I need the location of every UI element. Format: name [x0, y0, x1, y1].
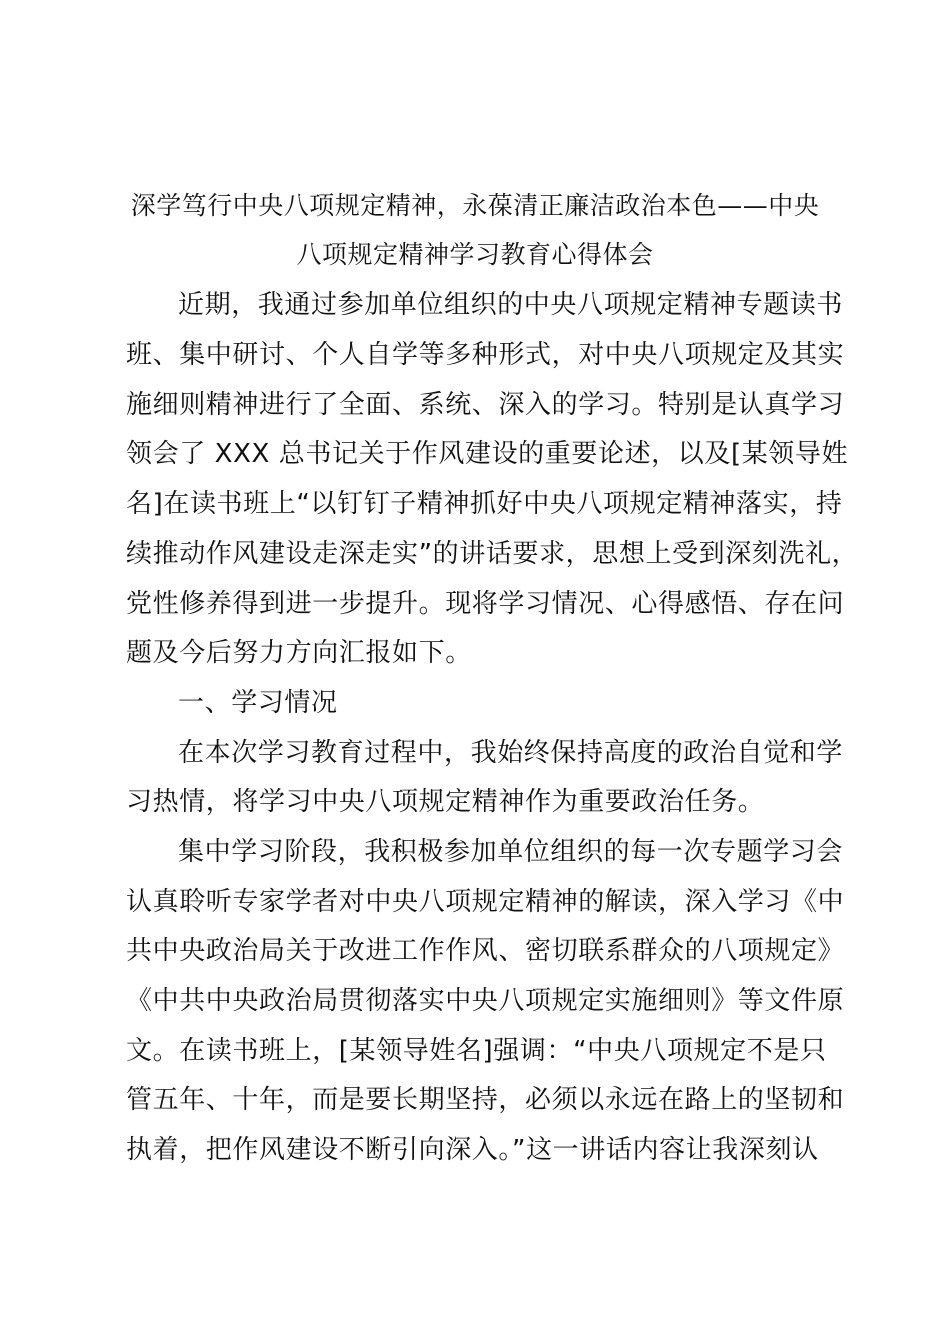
paragraph-line: 习热情，将学习中央八项规定精神作为重要政治任务。: [126, 787, 765, 817]
paragraph-line: 班、集中研讨、个人自学等多种形式，对中央八项规定及其实: [126, 340, 845, 370]
paragraph-line: 集中学习阶段，我积极参加单位组织的每一次专题学习会: [178, 837, 844, 867]
paragraph-line: 党性修养得到进一步提升。现将学习情况、心得感悟、存在问: [126, 589, 845, 619]
section-heading: 一、学习情况: [178, 688, 338, 718]
document-title-line-2: 八项规定精神学习教育心得体会: [296, 240, 654, 269]
paragraph-line: 题及今后努力方向汇报如下。: [126, 638, 472, 668]
paragraph-line: 认真聆听专家学者对中央八项规定精神的解读，深入学习《中: [126, 887, 845, 917]
paragraph-line: 领会了 XXX 总书记关于作风建设的重要论述，以及[某领导姓: [126, 439, 849, 469]
paragraph-line: 执着，把作风建设不断引向深入。”这一讲话内容让我深刻认: [126, 1135, 819, 1165]
paragraph-line: 管五年、十年，而是要长期坚持，必须以永远在路上的坚韧和: [126, 1085, 845, 1115]
document-title-line-1: 深学笃行中央八项规定精神，永葆清正廉洁政治本色——中央: [130, 191, 820, 220]
paragraph-line: 名]在读书班上“以钉钉子精神抓好中央八项规定精神落实，持: [126, 489, 843, 519]
paragraph-line: 《中共中央政治局贯彻落实中央八项规定实施细则》等文件原: [126, 986, 845, 1016]
paragraph-line: 近期，我通过参加单位组织的中央八项规定精神专题读书: [178, 290, 844, 320]
paragraph-line: 在本次学习教育过程中，我始终保持高度的政治自觉和学: [178, 738, 844, 768]
paragraph-line: 文。在读书班上，[某领导姓名]强调：“中央八项规定不是只: [126, 1036, 827, 1066]
paragraph-line: 续推动作风建设走深走实”的讲话要求，思想上受到深刻洗礼，: [126, 539, 859, 569]
paragraph-line: 施细则精神进行了全面、系统、深入的学习。特别是认真学习: [126, 390, 845, 420]
paragraph-line: 共中央政治局关于改进工作作风、密切联系群众的八项规定》: [126, 936, 845, 966]
